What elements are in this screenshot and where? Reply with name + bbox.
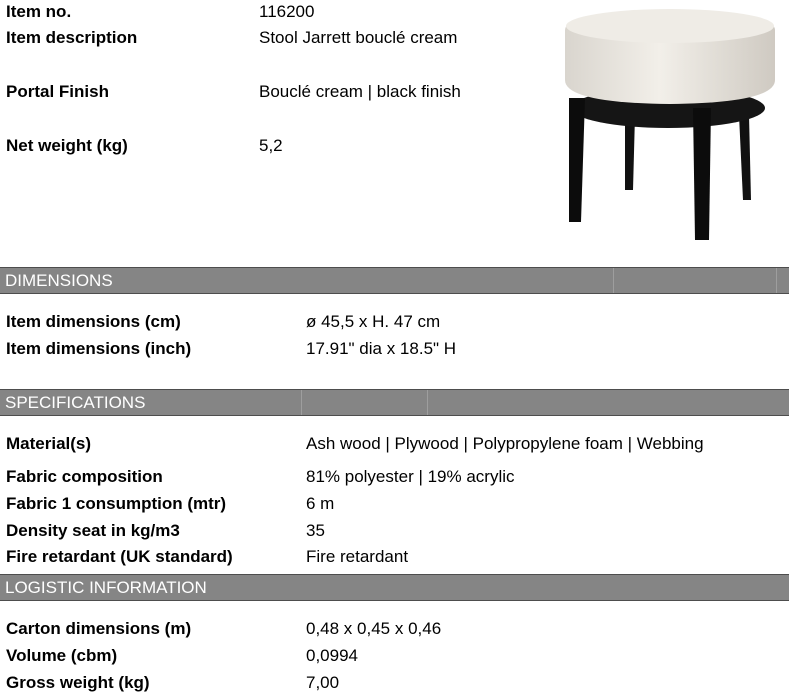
- stool-product-photo: [555, 0, 785, 250]
- item-dimensions-cm-label: Item dimensions (cm): [6, 312, 181, 331]
- fabric-composition-label: Fabric composition: [6, 467, 163, 486]
- fire-retardant-label: Fire retardant (UK standard): [6, 547, 233, 566]
- stool-leg: [693, 108, 711, 240]
- stool-leg: [569, 98, 585, 222]
- logistic-title: LOGISTIC INFORMATION: [5, 578, 207, 597]
- logistic-section-header: [0, 574, 789, 601]
- carton-dimensions-label: Carton dimensions (m): [6, 619, 192, 638]
- volume-label: Volume (cbm): [6, 646, 118, 665]
- portal-finish-value: Bouclé cream | black finish: [259, 82, 461, 101]
- volume-value: 0,0994: [306, 646, 358, 665]
- item-description-value: Stool Jarrett bouclé cream: [259, 28, 458, 47]
- dimensions-section-header: [0, 267, 789, 294]
- dimensions-title: DIMENSIONS: [5, 271, 113, 290]
- materials-value: Ash wood | Plywood | Polypropylene foam | Webbing: [306, 434, 704, 453]
- carton-dimensions-value: 0,48 x 0,45 x 0,46: [306, 619, 442, 638]
- stool-cushion-top: [566, 9, 774, 43]
- materials-label: Material(s): [6, 434, 92, 453]
- item-description-label: Item description: [6, 28, 138, 47]
- fire-retardant-value: Fire retardant: [306, 547, 409, 566]
- specifications-section-header: [0, 389, 789, 416]
- item-dimensions-inch-label: Item dimensions (inch): [6, 339, 192, 358]
- item-dimensions-inch-value: 17.91" dia x 18.5" H: [306, 339, 457, 358]
- item-no-value: 116200: [259, 2, 315, 21]
- band-divider: [613, 268, 614, 293]
- fabric-consumption-label: Fabric 1 consumption (mtr): [6, 494, 227, 513]
- density-seat-value: 35: [306, 521, 325, 540]
- band-divider: [776, 268, 777, 293]
- band-divider: [301, 390, 302, 415]
- fabric-composition-value: 81% polyester | 19% acrylic: [306, 467, 515, 486]
- item-dimensions-cm-value: ø 45,5 x H. 47 cm: [306, 312, 441, 331]
- fabric-consumption-value: 6 m: [306, 494, 335, 513]
- band-divider: [427, 390, 428, 415]
- net-weight-label: Net weight (kg): [6, 136, 128, 155]
- portal-finish-label: Portal Finish: [6, 82, 109, 101]
- gross-weight-value: 7,00: [306, 673, 340, 692]
- stool-leg: [739, 115, 751, 200]
- gross-weight-label: Gross weight (kg): [6, 673, 150, 692]
- net-weight-value: 5,2: [259, 136, 283, 155]
- item-no-label: Item no.: [6, 2, 72, 21]
- density-seat-label: Density seat in kg/m3: [6, 521, 180, 540]
- specifications-title: SPECIFICATIONS: [5, 393, 146, 412]
